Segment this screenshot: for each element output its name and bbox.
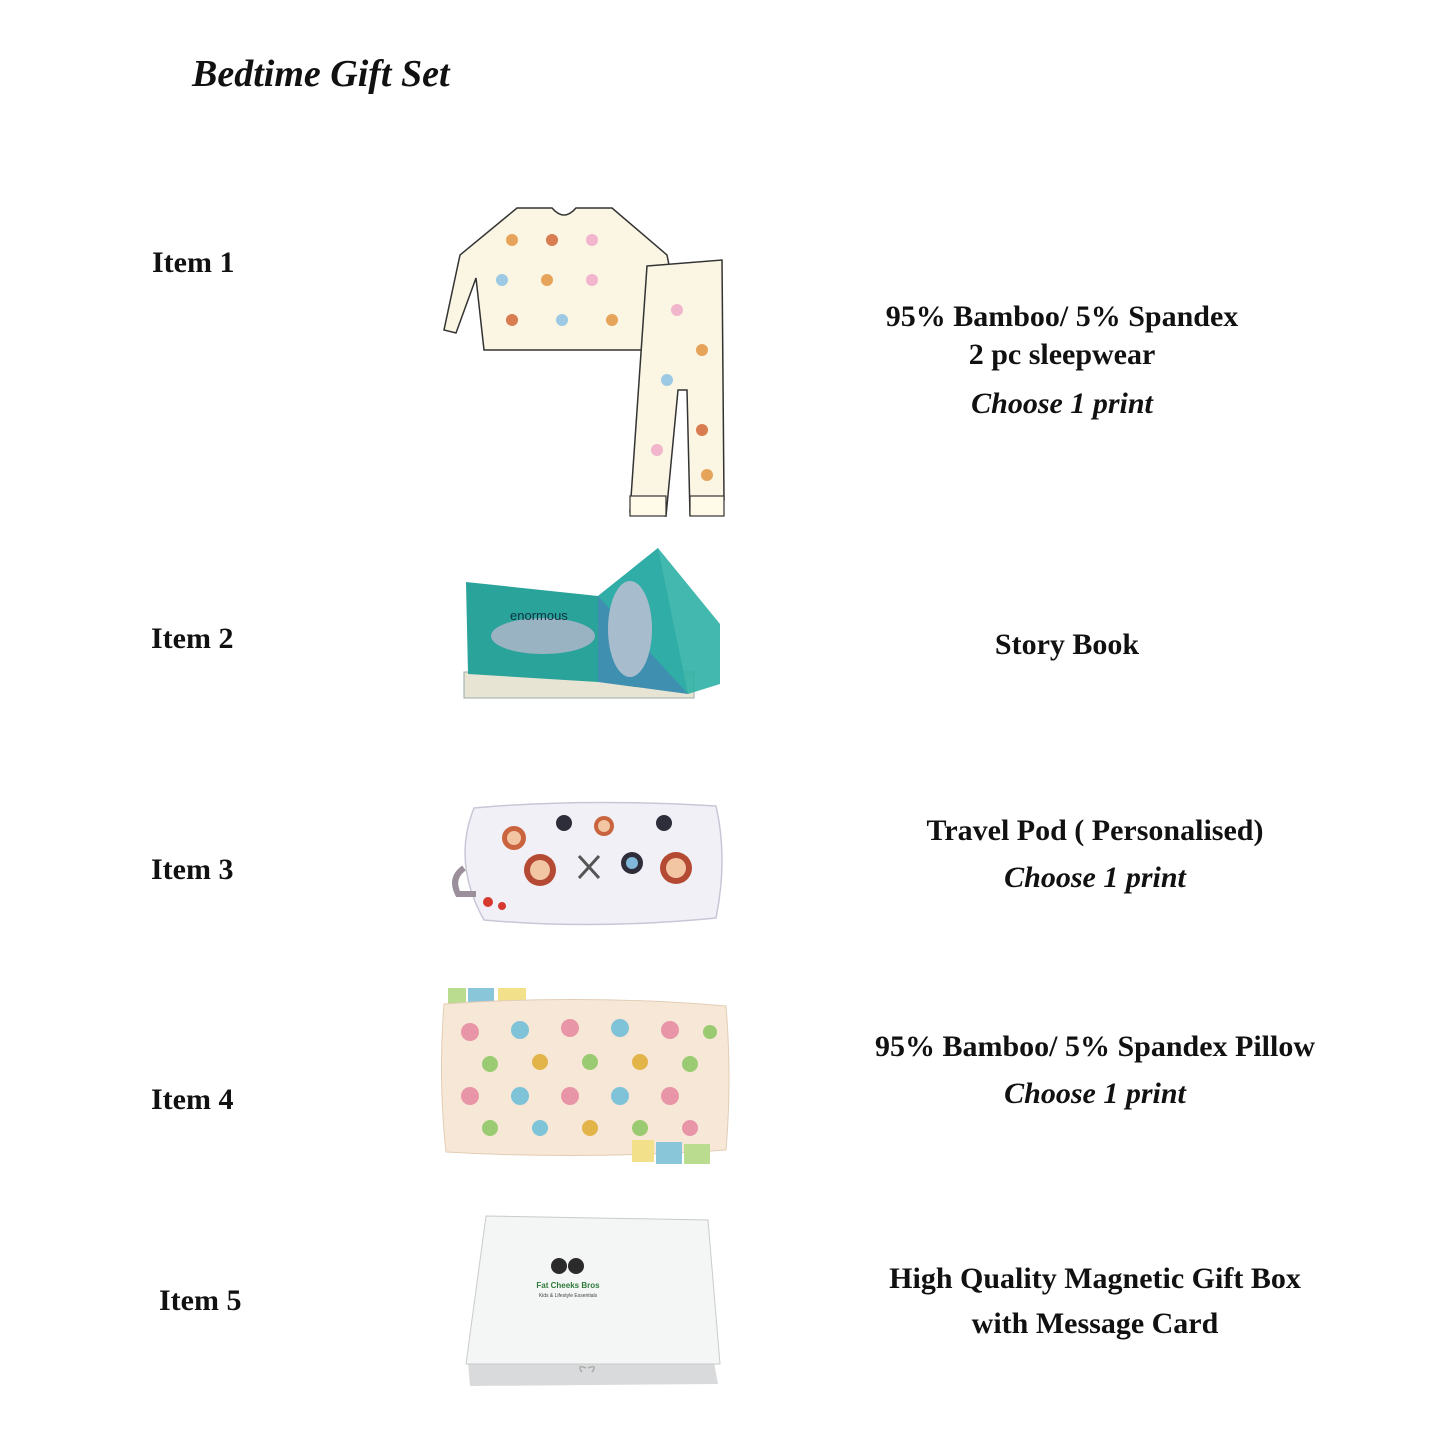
item-3-note: Choose 1 print xyxy=(1004,860,1186,894)
gift-box-icon xyxy=(464,1212,726,1388)
item-1-line-2: 2 pc sleepwear xyxy=(968,337,1156,371)
item-1-label: Item 1 xyxy=(152,246,235,279)
item-3-line-1: Travel Pod ( Personalised) xyxy=(926,814,1264,847)
item-4-line-1: 95% Bamboo/ 5% Spandex Pillow xyxy=(874,1030,1316,1063)
item-4-label: Item 4 xyxy=(151,1083,234,1116)
item-5-label: Item 5 xyxy=(159,1284,242,1317)
pajama-set-icon xyxy=(432,200,732,522)
gift-box-brand: Fat Cheeks Bros xyxy=(536,1281,600,1290)
gift-box-brand-sub: Kids & Lifestyle Essentials xyxy=(538,1293,598,1299)
page-title: Bedtime Gift Set xyxy=(192,53,450,95)
item-2-description xyxy=(942,626,1192,664)
item-3-label: Item 3 xyxy=(151,853,234,886)
item-2-line-1: Story Book xyxy=(994,628,1140,661)
item-4-description xyxy=(845,1028,1345,1112)
item-5-line-2: with Message Card xyxy=(971,1307,1219,1340)
item-2-label: Item 2 xyxy=(151,622,234,655)
item-4-note: Choose 1 print xyxy=(1004,1076,1186,1110)
item-1-line-1: 95% Bamboo/ 5% Spandex xyxy=(885,300,1239,333)
story-book-icon xyxy=(458,544,730,704)
travel-pod-icon xyxy=(444,798,728,930)
item-5-description xyxy=(845,1256,1345,1346)
item-1-note: Choose 1 print xyxy=(971,387,1153,420)
item-3-description xyxy=(880,812,1310,896)
book-word: enormous xyxy=(510,608,568,623)
item-5-line-1: High Quality Magnetic Gift Box xyxy=(889,1262,1301,1295)
item-1-description xyxy=(842,298,1282,423)
pillow-icon xyxy=(440,984,730,1168)
